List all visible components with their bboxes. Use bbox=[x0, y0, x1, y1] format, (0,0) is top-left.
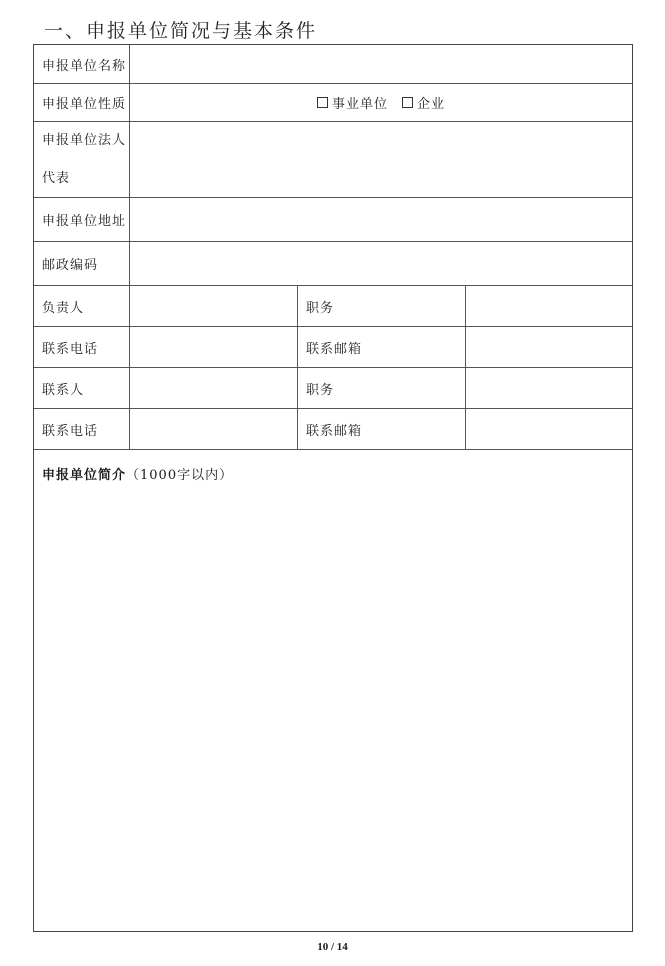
intro-section[interactable] bbox=[34, 450, 632, 931]
address-field[interactable] bbox=[130, 198, 632, 241]
contact-field[interactable] bbox=[130, 368, 298, 408]
intro-heading bbox=[42, 464, 233, 483]
leader-field[interactable] bbox=[130, 286, 298, 326]
page-number: 10 / 14 bbox=[317, 941, 348, 953]
row-unit-nature bbox=[34, 84, 632, 122]
contact-label: 联系人 bbox=[34, 368, 130, 408]
row-phone-email-2 bbox=[34, 409, 632, 450]
legal-rep-label-line2: 代表 bbox=[42, 171, 71, 186]
section-title: 一、申报单位简况与基本条件 bbox=[44, 20, 318, 42]
unit-nature-options bbox=[130, 84, 632, 121]
legal-rep-label bbox=[34, 122, 130, 197]
email-field-1[interactable] bbox=[466, 327, 632, 367]
row-leader bbox=[34, 286, 632, 327]
row-unit-name bbox=[34, 45, 632, 84]
checkbox-icon[interactable] bbox=[402, 97, 413, 108]
contact-position-field[interactable] bbox=[466, 368, 632, 408]
intro-hint: （1000字以内） bbox=[126, 468, 234, 483]
leader-label: 负责人 bbox=[34, 286, 130, 326]
unit-nature-label: 申报单位性质 bbox=[34, 84, 130, 121]
intro-title: 申报单位简介 bbox=[42, 468, 127, 483]
row-address bbox=[34, 198, 632, 242]
checkbox-icon[interactable] bbox=[317, 97, 328, 108]
phone-label-2: 联系电话 bbox=[34, 409, 130, 449]
row-postcode bbox=[34, 242, 632, 286]
email-field-2[interactable] bbox=[466, 409, 632, 449]
email-label-2: 联系邮箱 bbox=[298, 409, 466, 449]
nature-option-label: 企业 bbox=[417, 97, 446, 112]
phone-field-2[interactable] bbox=[130, 409, 298, 449]
nature-option-label: 事业单位 bbox=[331, 97, 388, 112]
unit-name-label: 申报单位名称 bbox=[34, 45, 130, 83]
row-legal-representative bbox=[34, 122, 632, 198]
nature-option-public-institution[interactable] bbox=[317, 93, 388, 112]
address-label: 申报单位地址 bbox=[34, 198, 130, 241]
postcode-field[interactable] bbox=[130, 242, 632, 285]
row-phone-email-1 bbox=[34, 327, 632, 368]
phone-label-1: 联系电话 bbox=[34, 327, 130, 367]
application-form-table bbox=[33, 44, 633, 932]
email-label-1: 联系邮箱 bbox=[298, 327, 466, 367]
leader-position-label: 职务 bbox=[298, 286, 466, 326]
unit-name-field[interactable] bbox=[130, 45, 632, 83]
phone-field-1[interactable] bbox=[130, 327, 298, 367]
legal-rep-label-line1: 申报单位法人 bbox=[42, 133, 127, 148]
row-contact bbox=[34, 368, 632, 409]
contact-position-label: 职务 bbox=[298, 368, 466, 408]
legal-rep-field[interactable] bbox=[130, 122, 632, 197]
nature-option-enterprise[interactable] bbox=[402, 93, 445, 112]
postcode-label: 邮政编码 bbox=[34, 242, 130, 285]
leader-position-field[interactable] bbox=[466, 286, 632, 326]
